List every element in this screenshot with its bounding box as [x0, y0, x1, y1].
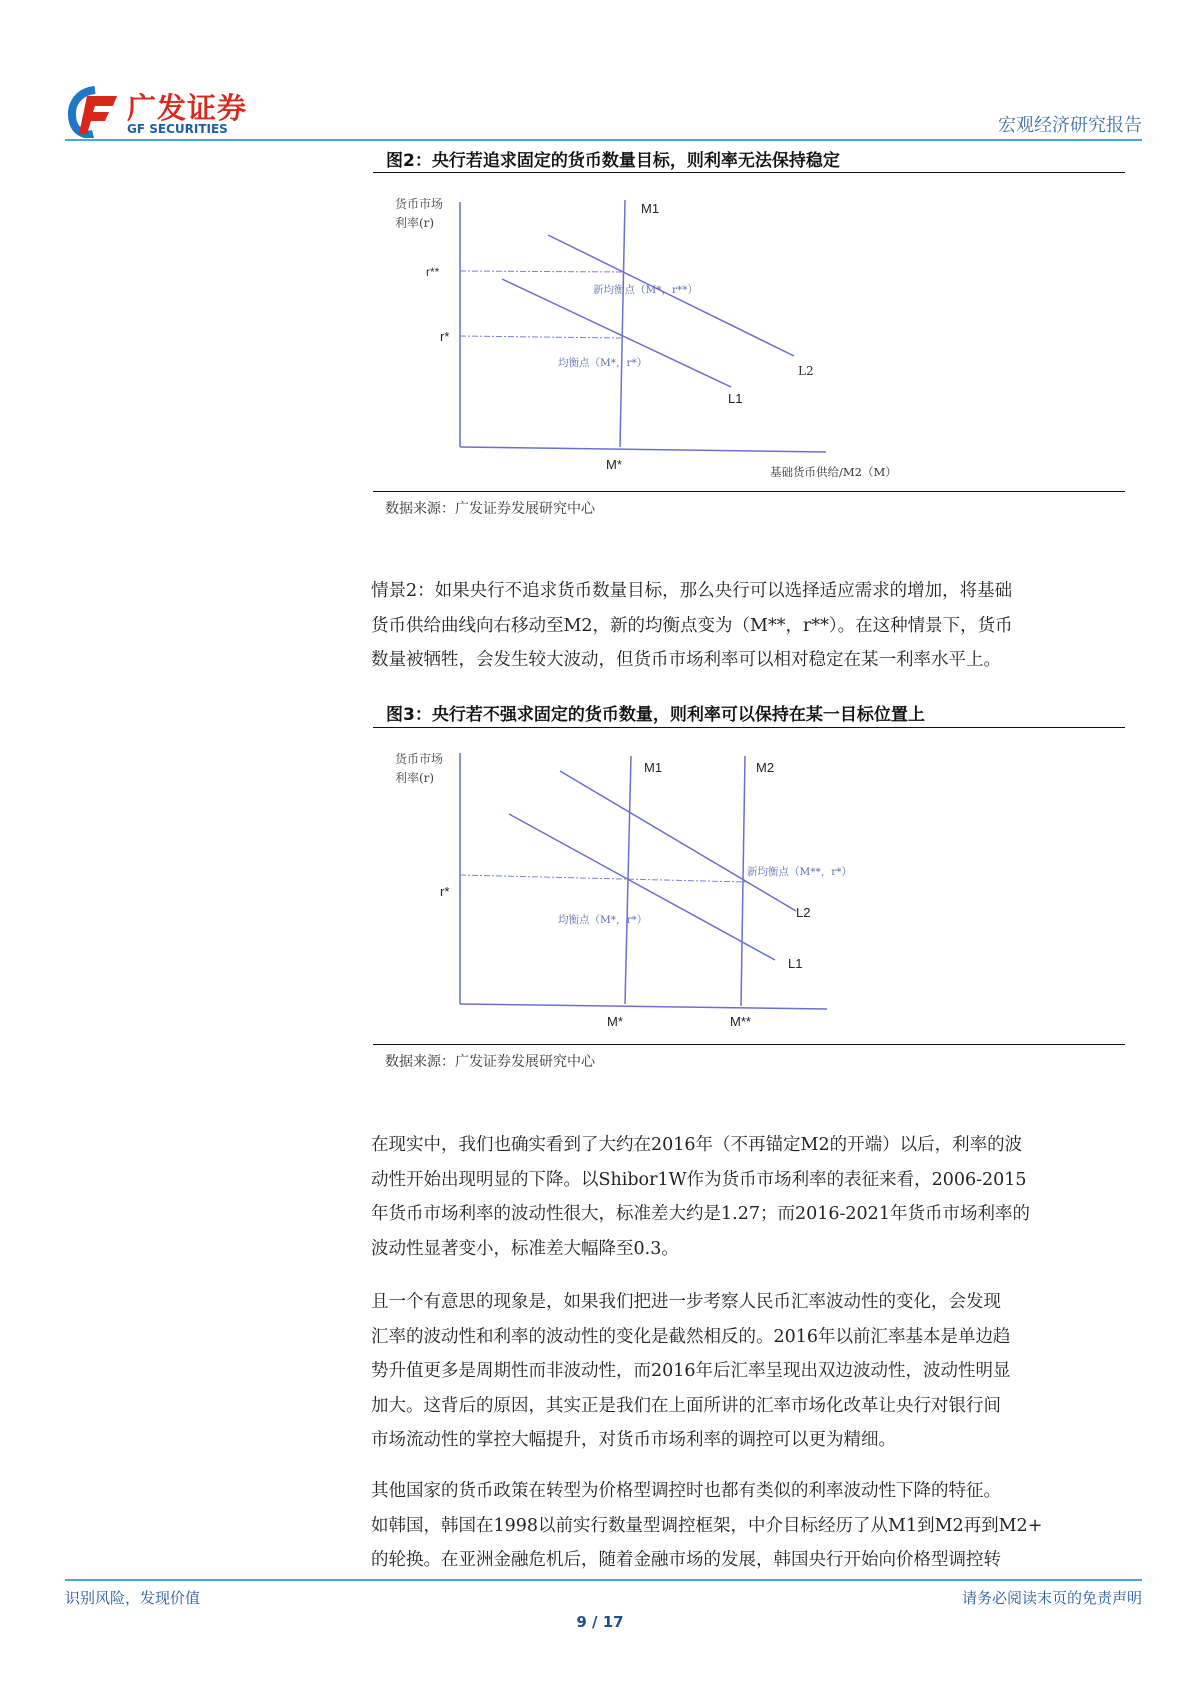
x-axis	[460, 1004, 827, 1009]
l2-demand-line	[560, 771, 796, 911]
l2-label: L2	[798, 364, 814, 378]
text-line: 如韩国，韩国在1998以前实行数量型调控框架，中介目标经历了从M1到M2再到M2+	[371, 1515, 1043, 1536]
logo-cn-text: 广发证券	[127, 91, 248, 125]
text-line: 汇率的波动性和利率的波动性的变化是截然相反的。2016年以前汇率基本是单边趋	[371, 1326, 1011, 1347]
text-line: 年货币市场利率的波动性很大，标准差大约是1.27；而2016-2021年货币市场利率的	[371, 1204, 1030, 1224]
m1-label: M1	[641, 201, 660, 216]
equilibrium-label: 均衡点（M*，r*）	[558, 914, 648, 926]
paragraph-exchange-rate	[371, 1285, 1143, 1458]
new-equilibrium-label: 新均衡点（M*，r**）	[593, 284, 699, 296]
text-line: 货币供给曲线向右移动至M2，新的均衡点变为（M**，r**）。在这种情景下，货币	[371, 615, 1013, 636]
footer-divider	[65, 1579, 1142, 1581]
figure2-top-rule	[373, 172, 1125, 173]
x-axis	[460, 447, 826, 452]
m2-label: M2	[756, 760, 775, 775]
m1-supply-line	[620, 200, 625, 447]
new-equilibrium-label: 新均衡点（M**，r*）	[747, 866, 853, 878]
text-line: 且一个有意思的现象是，如果我们把进一步考察人民币汇率波动性的变化，会发现	[371, 1292, 1001, 1312]
text-line: 在现实中，我们也确实看到了大约在2016年（不再锚定M2的开端）以后，利率的波	[371, 1135, 1023, 1155]
figure3-source: 数据来源：广发证券发展研究中心	[385, 1054, 595, 1070]
report-type: 宏观经济研究报告	[998, 115, 1142, 136]
figure3-title: 图3：央行若不强求固定的货币数量，则利率可以保持在某一目标位置上	[386, 705, 925, 725]
r-double-star-guide	[460, 271, 623, 272]
paragraph-volatility	[371, 1128, 1143, 1266]
figure2-diagram	[360, 190, 960, 490]
figure3-top-rule	[373, 727, 1125, 728]
r-star-label: r*	[440, 884, 450, 899]
m-double-star-label: M**	[730, 1014, 751, 1029]
r-star-guide	[460, 336, 621, 338]
figure2-source: 数据来源：广发证券发展研究中心	[385, 501, 595, 517]
logo-en-text: GF SECURITIES	[127, 122, 228, 136]
y-axis-label-1: 货币市场	[395, 197, 444, 211]
text-line: 波动性显著变小，标准差大幅降至0.3。	[371, 1238, 679, 1259]
figure3-diagram	[360, 745, 960, 1040]
paragraph-scenario2	[371, 574, 1143, 678]
r-double-star-label: r**	[426, 265, 440, 279]
text-line: 动性开始出现明显的下降。以Shibor1W作为货币市场利率的表征来看，2006-2015	[371, 1169, 1027, 1190]
l1-demand-line	[509, 814, 775, 960]
figure3-bottom-rule	[373, 1044, 1125, 1045]
logo-mark-icon	[65, 86, 123, 138]
y-axis-label-2: 利率(r)	[395, 771, 435, 785]
text-line: 加大。这背后的原因，其实正是我们在上面所讲的汇率市场化改革让央行对银行间	[371, 1395, 1001, 1416]
x-axis-label: 基础货币供给/M2（M）	[770, 465, 897, 479]
text-line: 的轮换。在亚洲金融危机后，随着金融市场的发展，韩国央行开始向价格型调控转	[371, 1550, 1001, 1570]
gf-securities-logo	[65, 86, 265, 138]
page-number: 9 / 17	[576, 1613, 624, 1631]
footer-disclaimer-link[interactable]: 请务必阅读末页的免责声明	[961, 1589, 1142, 1607]
text-line: 数量被牺牲，会发生较大波动，但货币市场利率可以相对稳定在某一利率水平上。	[371, 650, 1001, 670]
text-line: 势升值更多是周期性而非波动性，而2016年后汇率呈现出双边波动性，波动性明显	[371, 1361, 1011, 1381]
text-line: 其他国家的货币政策在转型为价格型调控时也都有类似的利率波动性下降的特征。	[371, 1481, 1001, 1501]
footer-slogan: 识别风险，发现价值	[65, 1589, 201, 1607]
y-axis-label-2: 利率(r)	[395, 216, 435, 230]
m1-label: M1	[644, 760, 663, 775]
header-divider	[65, 139, 1142, 141]
l2-label: L2	[796, 905, 811, 920]
figure2-bottom-rule	[373, 491, 1125, 492]
y-axis-label-1: 货币市场	[395, 752, 444, 766]
l1-label: L1	[788, 956, 803, 971]
figure2-title: 图2：央行若追求固定的货币数量目标，则利率无法保持稳定	[386, 151, 840, 171]
l1-label: L1	[728, 391, 743, 406]
r-star-guide	[460, 875, 745, 882]
r-star-label: r*	[440, 329, 450, 344]
paragraph-other-countries	[371, 1474, 1143, 1578]
m-star-label: M*	[607, 1014, 623, 1029]
text-line: 市场流动性的掌控大幅提升，对货币市场利率的调控可以更为精细。	[371, 1430, 896, 1450]
equilibrium-label: 均衡点（M*，r*）	[558, 357, 648, 369]
m-star-label: M*	[606, 457, 622, 472]
text-line: 情景2：如果央行不追求货币数量目标，那么央行可以选择适应需求的增加，将基础	[371, 581, 1013, 601]
